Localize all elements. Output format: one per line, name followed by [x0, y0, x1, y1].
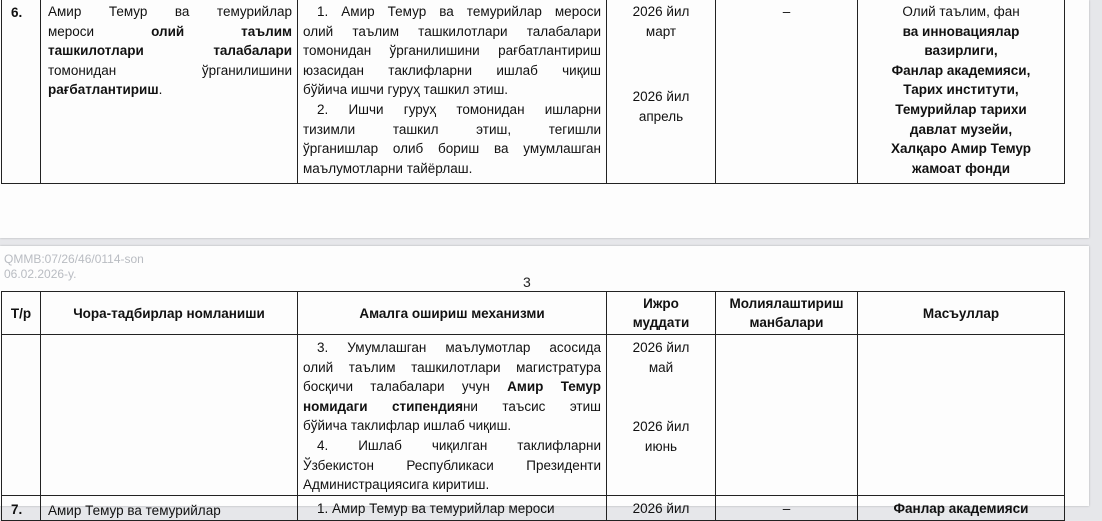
measure-title	[41, 335, 298, 496]
measures-table-bottom	[1, 291, 1065, 521]
document-page-top	[0, 0, 1089, 238]
page-number: 3	[523, 274, 531, 290]
header-number: Т/р	[2, 292, 41, 335]
measure-title: Амир Темур ва темурийлар мероси олий таълим ташкилотлари талабалари томонидан ўрганилишини рағбатлантириш.	[41, 0, 298, 184]
row-number: 7.	[2, 495, 41, 521]
responsible-cell	[858, 335, 1065, 496]
header-responsible: Масъуллар	[858, 292, 1065, 335]
document-page-bottom	[0, 246, 1089, 518]
header-deadline: Ижро муддати	[607, 292, 716, 335]
mechanism-cell: 1. Амир Темур ва темурийлар мероси олий таълим ташкилотлари талабалари томонидан ўрганилишини рағбатлантириш юзасидан таклифларни ишлаб чиқиш бўйича ишчи гуруҳ ташкил этиш. 2. Ишчи гуруҳ томонидан ишларни тизимли ташкил этиш, тегишли ўрганишлар олиб бориш ва умумлашган маълумотларни тайёрлаш.	[298, 0, 607, 184]
table-row	[2, 495, 1065, 521]
table-header-row	[2, 292, 1065, 335]
measures-table-top	[1, 0, 1065, 184]
document-stamp: QMMB:07/26/46/0114-son 06.02.2026-y.	[4, 252, 144, 281]
header-mechanism: Амалга ошириш механизми	[298, 292, 607, 335]
deadline-cell: 2026 йил	[607, 495, 716, 521]
row-number	[2, 335, 41, 496]
header-funding: Молиялаштириш манбалари	[716, 292, 858, 335]
responsible-cell: Олий таълим, фан ва инновациялар вазирлиги, Фанлар академияси, Тарих институти, Темурийлар тарихи давлат музейи, Халқаро Амир Темур жамоат фонди	[858, 0, 1065, 184]
table-row	[2, 335, 1065, 496]
funding-cell: –	[716, 0, 858, 184]
responsible-cell: Фанлар академияси	[858, 495, 1065, 521]
funding-cell	[716, 335, 858, 496]
deadline-cell: 2026 йил май 2026 йил июнь	[607, 335, 716, 496]
measure-title: Амир Темур ва темурийлар	[41, 495, 298, 521]
mechanism-cell: 3. Умумлашган маълумотлар асосида олий таълим ташкилотлари магистратура босқичи талабалари учун Амир Темур номидаги стипендияни таъсис этиш бўйича таклифлар ишлаб чиқиш. 4. Ишлаб чиқилган таклифларни Ўзбекистон Республикаси Президенти Администрациясига киритиш.	[298, 335, 607, 496]
funding-cell: –	[716, 495, 858, 521]
deadline-cell: 2026 йил март 2026 йил апрель	[607, 0, 716, 184]
header-measure: Чора-тадбирлар номланиши	[41, 292, 298, 335]
table-row	[2, 0, 1065, 184]
row-number: 6.	[2, 0, 41, 184]
mechanism-cell: 1. Амир Темур ва темурийлар мероси	[298, 495, 607, 521]
